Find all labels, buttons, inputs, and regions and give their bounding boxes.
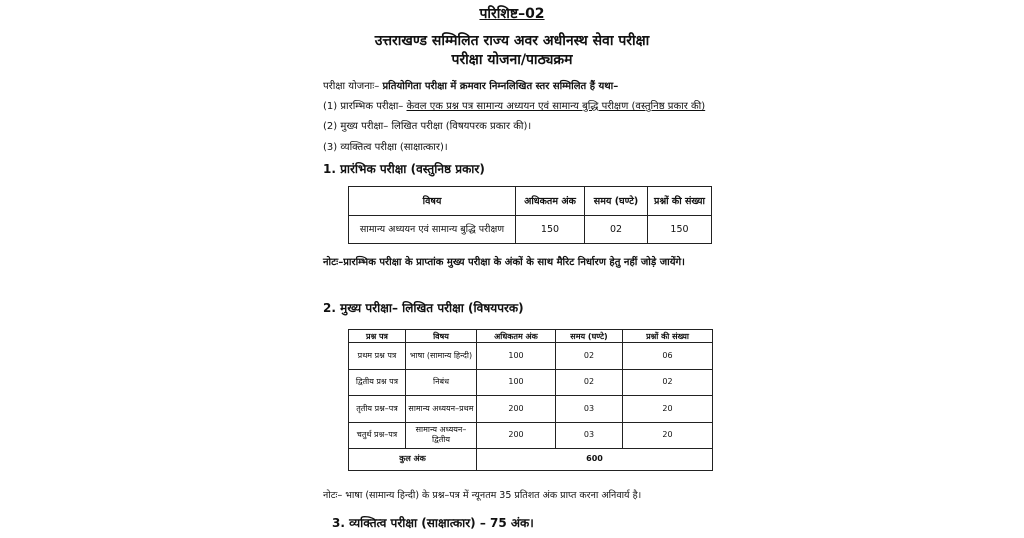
prelim-note: नोटः–प्रारम्भिक परीक्षा के प्राप्तांक मुख्य परीक्षा के अंकों के साथ मैरिट निर्धारण हेतु नहीं जोड़े जायेंगे। <box>323 257 685 268</box>
cell-time: 02 <box>556 369 623 395</box>
cell-subject: सामान्य अध्ययन एवं सामान्य बुद्धि परीक्षण <box>349 215 516 244</box>
header-question-count: प्रश्नों की संख्या <box>623 330 713 343</box>
section-2-heading: 2. मुख्य परीक्षा– लिखित परीक्षा (विषयपरक) <box>323 301 524 315</box>
table-row <box>349 215 712 244</box>
header-time: समय (घण्टे) <box>556 330 623 343</box>
header-question-count: प्रश्नों की संख्या <box>648 187 712 216</box>
cell-time: 02 <box>556 343 623 369</box>
table-row <box>349 396 713 422</box>
stage-1 <box>323 98 705 112</box>
cell-paper: तृतीय प्रश्न–पत्र <box>349 396 406 422</box>
intro-label: परीक्षा योजनाः– <box>323 81 380 92</box>
cell-question-count: 06 <box>623 343 713 369</box>
table-row <box>349 369 713 395</box>
main-exam-table <box>348 329 713 471</box>
cell-max-marks: 200 <box>477 422 556 448</box>
cell-time: 03 <box>556 422 623 448</box>
cell-subject: भाषा (सामान्य हिन्दी) <box>406 343 477 369</box>
cell-question-count: 20 <box>623 396 713 422</box>
prelim-exam-table <box>348 186 712 244</box>
table-row <box>349 422 713 448</box>
appendix-heading: परिशिष्ट–02 <box>479 6 545 22</box>
section-3-heading: 3. व्यक्तित्व परीक्षा (साक्षात्कार) – 75 अंक। <box>332 516 534 530</box>
cell-subject: सामान्य अध्ययन–द्वितीय <box>406 422 477 448</box>
cell-max-marks: 100 <box>477 369 556 395</box>
header-paper: प्रश्न पत्र <box>349 330 406 343</box>
header-subject: विषय <box>406 330 477 343</box>
section-1-heading: 1. प्रारंभिक परीक्षा (वस्तुनिष्ठ प्रकार) <box>323 162 485 176</box>
cell-question-count: 02 <box>623 369 713 395</box>
exam-scheme-intro <box>323 78 618 92</box>
cell-subject: सामान्य अध्ययन–प्रथम <box>406 396 477 422</box>
cell-subject: निबंध <box>406 369 477 395</box>
total-row <box>349 448 713 470</box>
stage-3: (3) व्यक्तित्व परीक्षा (साक्षात्कार)। <box>323 142 448 153</box>
cell-time: 03 <box>556 396 623 422</box>
intro-text: प्रतियोगिता परीक्षा में क्रमवार निम्नलिखित स्तर सम्मिलित हैं यथा– <box>382 81 619 92</box>
cell-question-count: 20 <box>623 422 713 448</box>
cell-paper: प्रथम प्रश्न पत्र <box>349 343 406 369</box>
table-row <box>349 343 713 369</box>
total-label: कुल अंक <box>349 448 477 470</box>
cell-max-marks: 150 <box>516 215 585 244</box>
header-max-marks: अधिकतम अंक <box>477 330 556 343</box>
cell-max-marks: 200 <box>477 396 556 422</box>
header-subject: विषय <box>349 187 516 216</box>
cell-paper: द्वितीय प्रश्न पत्र <box>349 369 406 395</box>
cell-time: 02 <box>585 215 648 244</box>
table-header-row <box>349 187 712 216</box>
total-value: 600 <box>477 448 713 470</box>
stage-2: (2) मुख्य परीक्षा– लिखित परीक्षा (विषयपरक प्रकार की)। <box>323 121 532 132</box>
stage-1-detail: केवल एक प्रश्न पत्र सामान्य अध्ययन एवं सामान्य बुद्धि परीक्षण (वस्तुनिष्ठ प्रकार की) <box>406 101 706 112</box>
cell-max-marks: 100 <box>477 343 556 369</box>
cell-question-count: 150 <box>648 215 712 244</box>
stage-1-label: (1) प्रारम्भिक परीक्षा– <box>323 101 404 112</box>
table-header-row <box>349 330 713 343</box>
header-max-marks: अधिकतम अंक <box>516 187 585 216</box>
exam-subtitle: परीक्षा योजना/पाठ्यक्रम <box>451 52 573 68</box>
exam-title: उत्तराखण्ड सम्मिलित राज्य अवर अधीनस्थ सेवा परीक्षा <box>374 33 650 49</box>
header-time: समय (घण्टे) <box>585 187 648 216</box>
main-exam-note: नोटः– भाषा (सामान्य हिन्दी) के प्रश्न–पत्र में न्यूनतम 35 प्रतिशत अंक प्राप्त करना अनिवार्य है। <box>323 490 642 501</box>
cell-paper: चतुर्थ प्रश्न–पत्र <box>349 422 406 448</box>
